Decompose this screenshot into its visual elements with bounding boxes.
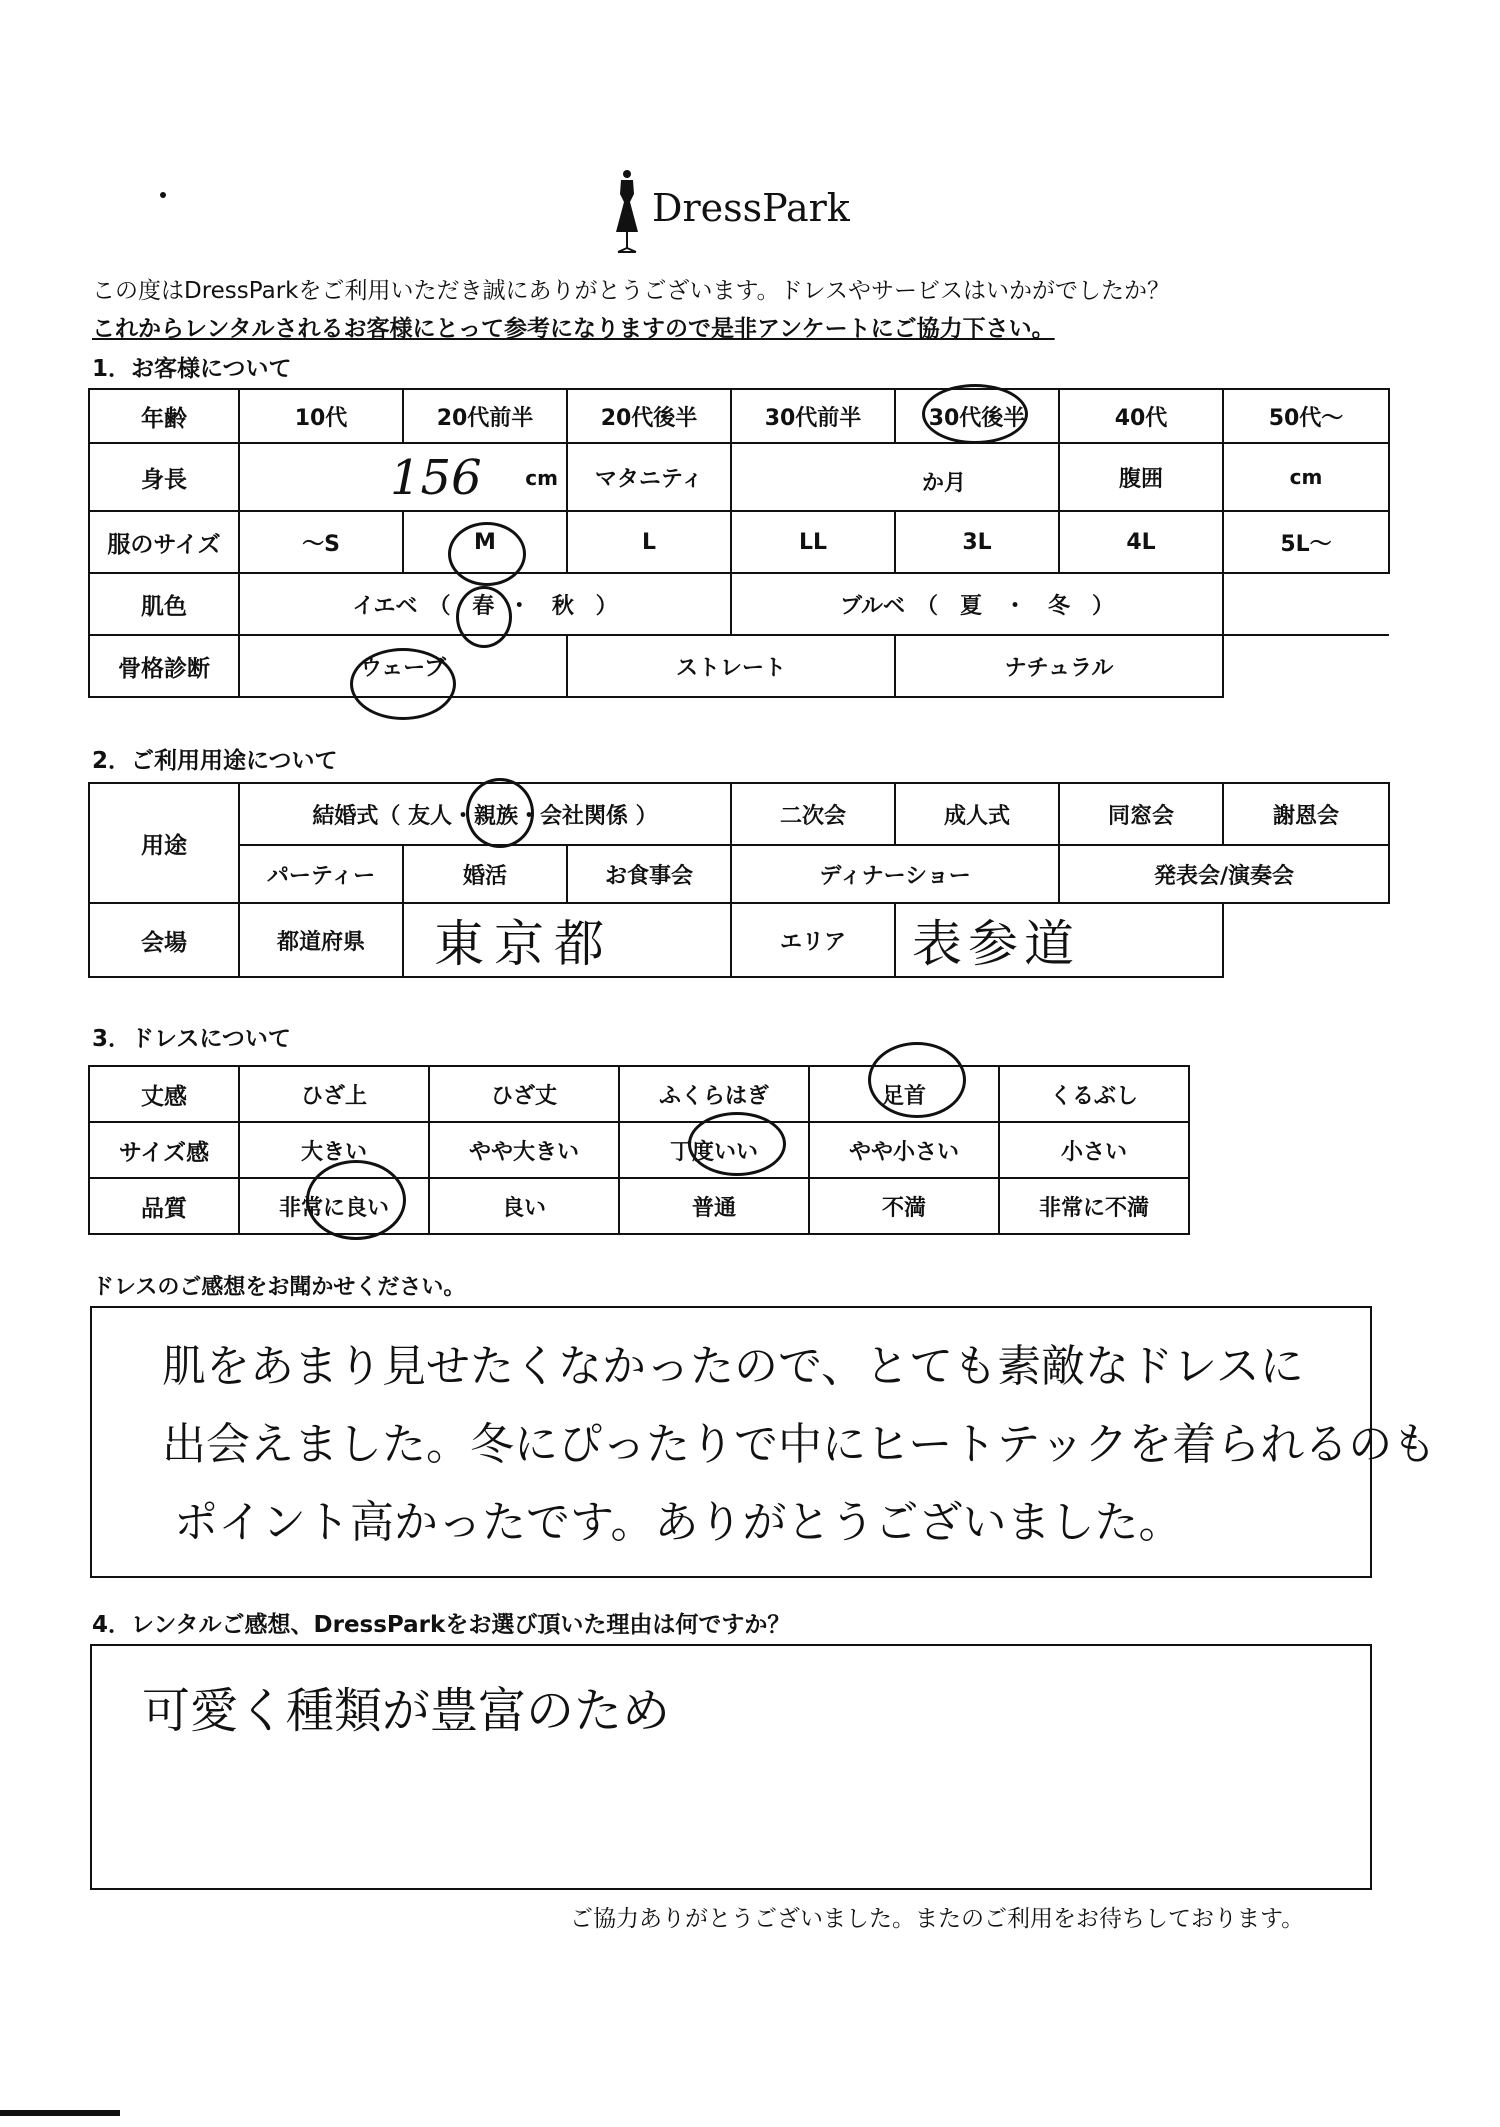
closing-message: ご協力ありがとうございました。またのご利用をお待ちしております。 <box>570 1906 1305 1932</box>
dress-form-icon <box>612 168 642 258</box>
section-2-title: 2．ご利用用途について <box>92 748 338 774</box>
length-option[interactable]: ひざ丈 <box>429 1066 619 1122</box>
maternity-label: マタニティ <box>567 443 731 511</box>
age-option-selected[interactable]: 30代後半 <box>895 389 1059 443</box>
purpose-label: 用途 <box>89 783 239 903</box>
intro-line-2: これからレンタルされるお客様にとって参考になりますので是非アンケートにご協力下さい。 <box>92 316 1055 342</box>
usage-table <box>88 782 1390 978</box>
age-option[interactable]: 20代前半 <box>403 389 567 443</box>
length-option[interactable]: ふくらはぎ <box>619 1066 809 1122</box>
purpose-option[interactable]: パーティー <box>239 845 403 903</box>
height-unit: cm <box>525 466 558 490</box>
waist-field[interactable]: cm <box>1223 443 1389 511</box>
height-value: 156 <box>390 450 482 506</box>
length-option-selected[interactable]: 足首 <box>809 1066 999 1122</box>
section-4-title: 4．レンタルご感想、DressParkをお選び頂いた理由は何ですか？ <box>92 1612 791 1638</box>
length-option[interactable]: くるぶし <box>999 1066 1189 1122</box>
purpose-option[interactable]: 謝恩会 <box>1223 783 1389 845</box>
frame-label: 骨格診断 <box>89 635 239 697</box>
size-option[interactable]: LL <box>731 511 895 573</box>
reason-answer: 可愛く種類が豊富のため <box>142 1683 671 1739</box>
age-label: 年齢 <box>89 389 239 443</box>
wedding-field[interactable] <box>239 783 731 845</box>
family-option[interactable]: 親族 <box>474 803 519 829</box>
venue-label: 会場 <box>89 903 239 977</box>
age-option[interactable]: 30代前半 <box>731 389 895 443</box>
height-label: 身長 <box>89 443 239 511</box>
months-unit: か月 <box>922 471 967 496</box>
fit-option[interactable]: やや小さい <box>809 1122 999 1178</box>
comment-line: 出会えました。冬にぴったりで中にヒートテックを着られるのも <box>162 1419 1437 1470</box>
comment-line: ポイント高かったです。ありがとうございました。 <box>174 1497 1183 1548</box>
size-label: 服のサイズ <box>89 511 239 573</box>
purpose-option[interactable]: 発表会/演奏会 <box>1059 845 1389 903</box>
wedding-suffix: ・会社関係 ） <box>518 803 658 829</box>
spring-option[interactable]: 春 <box>472 593 495 619</box>
purpose-option[interactable]: ディナーショー <box>731 845 1059 903</box>
wedding-prefix: 結婚式（ 友人・ <box>312 803 474 829</box>
frame-option-selected[interactable]: ウェーブ <box>239 635 567 697</box>
purpose-option[interactable]: 成人式 <box>895 783 1059 845</box>
quality-option-selected[interactable]: 非常に良い <box>239 1178 429 1234</box>
quality-label: 品質 <box>89 1178 239 1234</box>
area-field[interactable] <box>895 903 1223 977</box>
quality-option[interactable]: 非常に不満 <box>999 1178 1189 1234</box>
logo-text: DressPark <box>652 186 850 230</box>
purpose-option[interactable]: 婚活 <box>403 845 567 903</box>
blue-base-field[interactable]: ブルベ （ 夏 ・ 冬 ） <box>731 573 1223 635</box>
stray-mark <box>160 192 166 198</box>
waist-label: 腹囲 <box>1059 443 1223 511</box>
skin-label: 肌色 <box>89 573 239 635</box>
yellow-base-field[interactable] <box>239 573 731 635</box>
fit-option-selected[interactable]: 丁度いい <box>619 1122 809 1178</box>
height-field[interactable] <box>239 443 567 511</box>
yellow-base-label: イエベ （ <box>352 593 451 619</box>
maternity-field[interactable] <box>731 443 1059 511</box>
quality-option[interactable]: 良い <box>429 1178 619 1234</box>
separator: ・ <box>508 593 531 619</box>
customer-table <box>88 388 1390 698</box>
frame-option[interactable]: ナチュラル <box>895 635 1223 697</box>
edge-mark <box>0 2110 120 2116</box>
intro-line-1: この度はDressParkをご利用いただき誠にありがとうございます。ドレスやサービスはいかがでしたか？ <box>92 278 1170 304</box>
quality-option[interactable]: 不満 <box>809 1178 999 1234</box>
dress-table <box>88 1065 1190 1235</box>
quality-option[interactable]: 普通 <box>619 1178 809 1234</box>
fit-option[interactable]: やや大きい <box>429 1122 619 1178</box>
area-value: 表参道 <box>912 915 1081 973</box>
purpose-option[interactable]: 同窓会 <box>1059 783 1223 845</box>
comment-box[interactable] <box>90 1306 1437 1578</box>
purpose-option[interactable]: お食事会 <box>567 845 731 903</box>
age-option[interactable]: 40代 <box>1059 389 1223 443</box>
section-1-title: 1．お客様について <box>92 356 292 382</box>
age-option[interactable]: 20代後半 <box>567 389 731 443</box>
size-option[interactable]: ～S <box>239 511 403 573</box>
dresspark-logo <box>612 168 872 268</box>
age-option[interactable]: 50代～ <box>1223 389 1389 443</box>
comment-line: 肌をあまり見せたくなかったので、とても素敵なドレスに <box>162 1341 1304 1392</box>
size-option[interactable]: 3L <box>895 511 1059 573</box>
reason-box[interactable] <box>90 1644 1372 1890</box>
prefecture-value: 東京都 <box>434 915 614 973</box>
fit-label: サイズ感 <box>89 1122 239 1178</box>
fit-option[interactable]: 大きい <box>239 1122 429 1178</box>
size-option[interactable]: 4L <box>1059 511 1223 573</box>
prefecture-label: 都道府県 <box>239 903 403 977</box>
frame-option[interactable]: ストレート <box>567 635 895 697</box>
prefecture-field[interactable] <box>403 903 731 977</box>
autumn-option[interactable]: 秋 <box>551 593 574 619</box>
age-option[interactable]: 10代 <box>239 389 403 443</box>
length-option[interactable]: ひざ上 <box>239 1066 429 1122</box>
size-option[interactable]: 5L～ <box>1223 511 1389 573</box>
length-label: 丈感 <box>89 1066 239 1122</box>
size-option[interactable]: L <box>567 511 731 573</box>
purpose-option[interactable]: 二次会 <box>731 783 895 845</box>
size-option-selected[interactable]: M <box>403 511 567 573</box>
fit-option[interactable]: 小さい <box>999 1122 1189 1178</box>
section-3-title: 3．ドレスについて <box>92 1026 291 1052</box>
area-label: エリア <box>731 903 895 977</box>
close-paren: ） <box>595 593 618 619</box>
comment-label: ドレスのご感想をお聞かせください。 <box>92 1275 466 1300</box>
